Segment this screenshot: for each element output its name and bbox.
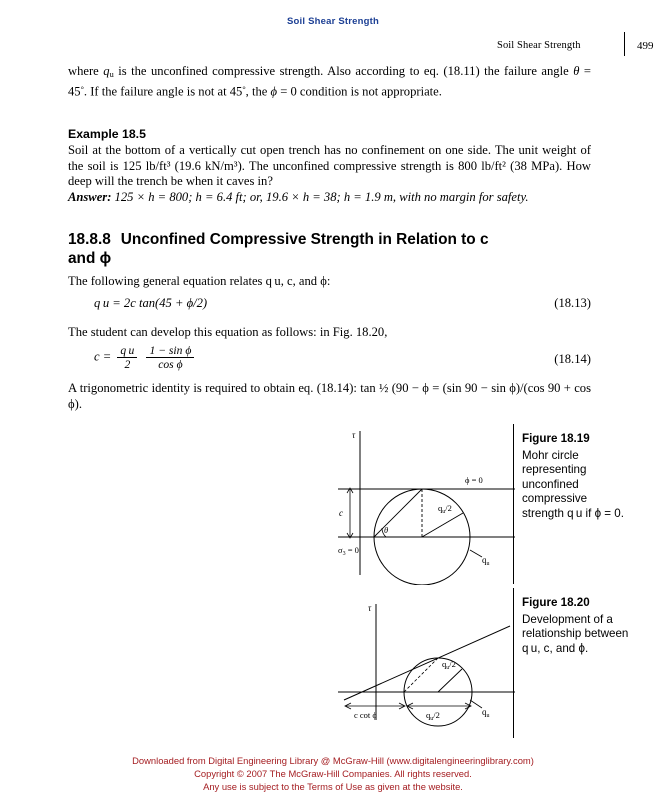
- chapter-head: Soil Shear Strength: [497, 40, 581, 51]
- label-qu: $q_u$: [482, 707, 490, 719]
- label-c: c: [339, 508, 343, 518]
- figure-caption-text: Mohr circle representing unconfined compressive strength q u if ϕ = 0.: [522, 448, 624, 520]
- figure-caption-1820: [522, 596, 630, 656]
- footer-line-1[interactable]: Downloaded from Digital Engineering Library @ McGraw-Hill (www.digitalengineeringlibrary.com): [132, 755, 534, 766]
- text-frag: , the: [245, 85, 271, 100]
- fraction-qu-over-2: [117, 344, 137, 371]
- text-frag: q: [103, 64, 110, 78]
- answer-text: 125 × h = 800; h = 6.4 ft; or, 19.6 × h = 38; h = 1.9 m, with no margin for safety.: [114, 190, 529, 204]
- footer-line-2: Copyright © 2007 The McGraw-Hill Companies. All rights reserved.: [194, 768, 472, 779]
- section-heading: [68, 230, 591, 268]
- label-phi-zero: ϕ = 0: [465, 475, 483, 485]
- paragraph-develop: The student can develop this equation as follows: in Fig. 18.20,: [68, 325, 388, 339]
- fraction-denominator: 2: [117, 357, 137, 371]
- paragraph-relates: The following general equation relates q u, c, and ϕ:: [68, 274, 331, 288]
- page-number: 499: [637, 40, 654, 52]
- text-frag: u: [109, 69, 114, 79]
- example-text: Soil at the bottom of a vertically cut open trench has no confinement on one side. The unit weight of the soil is 125 lb/ft³ (19.6 kN/m³). The unconfined compressive strength is 800 lb/ft² (38 MPa). How deep will the trench be when it caves in?: [68, 143, 591, 189]
- text-frag: . If the failure angle is not at 45: [83, 85, 243, 100]
- answer-line: [68, 190, 591, 206]
- text-frag: is the unconfined compressive strength. Also according to eq. (18.11) the failure angle: [113, 64, 574, 78]
- figure-title: Figure 18.20: [522, 596, 590, 609]
- label-qu-half: $q_u/2$: [438, 503, 452, 515]
- text-frag: ϕ: [270, 85, 278, 100]
- text-frag: = 45: [68, 64, 591, 100]
- fraction-1-minus-sin-phi: [146, 344, 194, 371]
- running-head: Soil Shear Strength: [287, 16, 379, 27]
- section-title-line2: and ϕ: [68, 250, 112, 267]
- text-frag: = 0 condition is not appropriate.: [277, 85, 442, 100]
- answer-label: Answer:: [68, 190, 112, 204]
- label-sigma3: $\sigma_3 = 0$: [338, 545, 359, 557]
- equation-18-14-number: (18.14): [554, 352, 591, 366]
- figure-caption-text: Development of a relationship between q u, c, and ϕ.: [522, 612, 629, 655]
- equation-18-13-body: q u = 2c tan(45 + ϕ/2): [94, 296, 208, 310]
- equation-18-14-lead: c =: [94, 349, 112, 364]
- label-c-cot-phi: c cot ϕ: [354, 710, 377, 720]
- example-heading: Example 18.5: [68, 127, 146, 141]
- fraction-denominator: cos ϕ: [146, 357, 194, 371]
- fraction-numerator: q u: [120, 344, 135, 357]
- label-qu-half-lower: $q_u/2$: [426, 710, 440, 722]
- header-divider: [624, 32, 625, 56]
- axis-label-tau: τ: [352, 430, 356, 440]
- figure-title: Figure 18.19: [522, 432, 590, 445]
- label-qu: $q_u$: [482, 555, 490, 567]
- paragraph-identity: A trigonometric identity is required to obtain eq. (18.14): tan ½ (90 − ϕ = (sin 90 − sin ϕ)/(cos 90 + cos ϕ).: [68, 381, 591, 411]
- section-title-line1: Unconfined Compressive Strength in Relation to c: [120, 231, 489, 248]
- equation-18-14: [68, 344, 591, 371]
- figure-1819-mohr-circle: [330, 425, 520, 585]
- text-frag: °: [242, 85, 246, 95]
- section-number: 18.8.8: [68, 231, 111, 248]
- equation-18-13: [68, 296, 591, 311]
- text-frag: °: [80, 85, 84, 95]
- figure-1820-relationship: [330, 596, 520, 736]
- figure-caption-1819: [522, 432, 630, 522]
- text-frag: θ: [573, 64, 580, 78]
- label-qu-half-upper: $q_u/2$: [442, 659, 456, 671]
- footer-line-3[interactable]: Any use is subject to the Terms of Use as given at the website.: [203, 781, 463, 792]
- paragraph-intro: [68, 64, 591, 101]
- equation-18-13-number: (18.13): [554, 296, 591, 310]
- label-theta: θ: [384, 525, 389, 535]
- fraction-numerator: 1 − sin ϕ: [149, 344, 192, 357]
- axis-label-tau: τ: [368, 603, 372, 613]
- text-frag: where: [68, 64, 104, 78]
